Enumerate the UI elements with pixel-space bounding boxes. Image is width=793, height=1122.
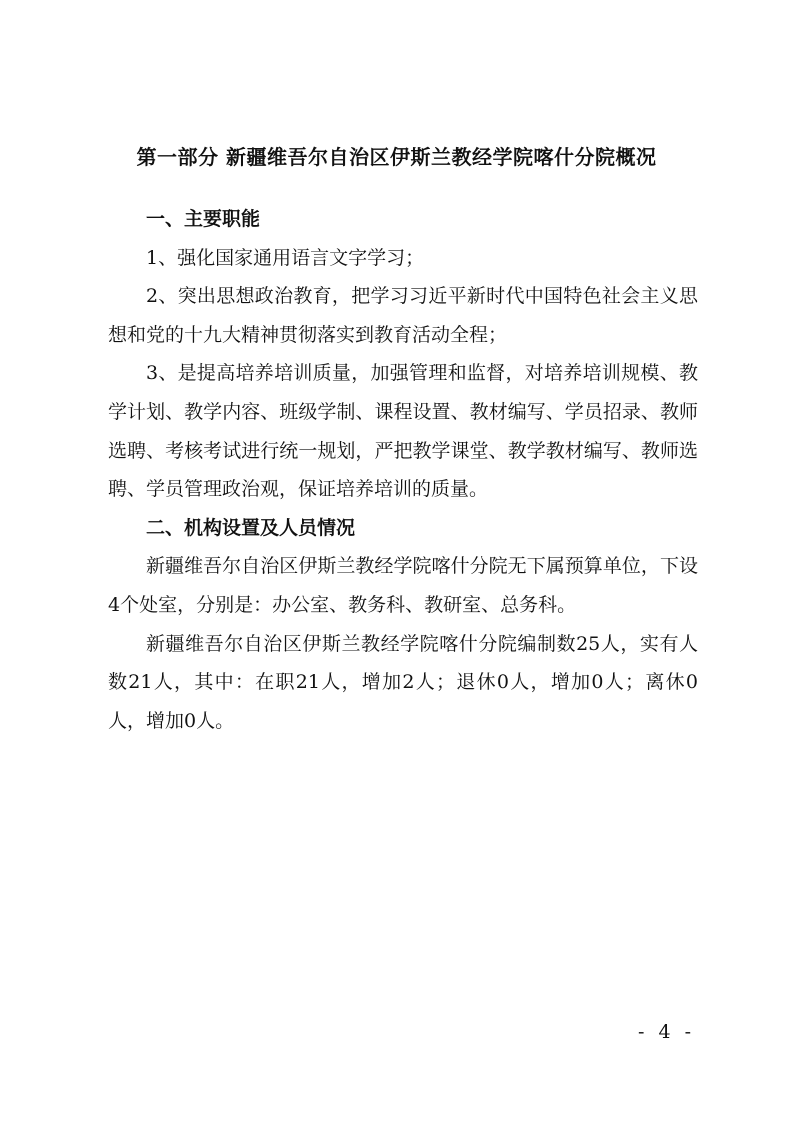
paragraph: 1、强化国家通用语言文字学习；: [146, 246, 425, 269]
section-heading: 一、主要职能: [146, 208, 261, 230]
section-heading: 二、机构设置及人员情况: [146, 516, 356, 539]
paragraph: 3、是提高培养培训质量，加强管理和监督，对培养培训规模、教学计划、教学内容、班级学制、课程设置、教材编写、学员招录、教师选聘、考核考试进行统一规划，严把教学课堂、教学教材编写、教师选聘、学员管理政治观，保证培养培训的质量。: [108, 362, 698, 501]
paragraph: 新疆维吾尔自治区伊斯兰教经学院喀什分院编制数25人，实有人数21人，其中：在职21人，增加2人；退休0人，增加0人；离休0人，增加0人。: [108, 632, 698, 732]
page-number: - 4 -: [637, 1021, 695, 1043]
paragraph: 2、突出思想政治教育，把学习习近平新时代中国特色社会主义思想和党的十九大精神贯彻落实到教育活动全程；: [108, 285, 698, 346]
document-body: [108, 200, 698, 740]
section-main-functions: [108, 200, 698, 509]
page-title: 第一部分 新疆维吾尔自治区伊斯兰教经学院喀什分院概况: [136, 145, 657, 169]
section-organization-staff: [108, 509, 698, 741]
paragraph: 新疆维吾尔自治区伊斯兰教经学院喀什分院无下属预算单位，下设4个处室，分别是：办公室、教务科、教研室、总务科。: [108, 555, 698, 616]
